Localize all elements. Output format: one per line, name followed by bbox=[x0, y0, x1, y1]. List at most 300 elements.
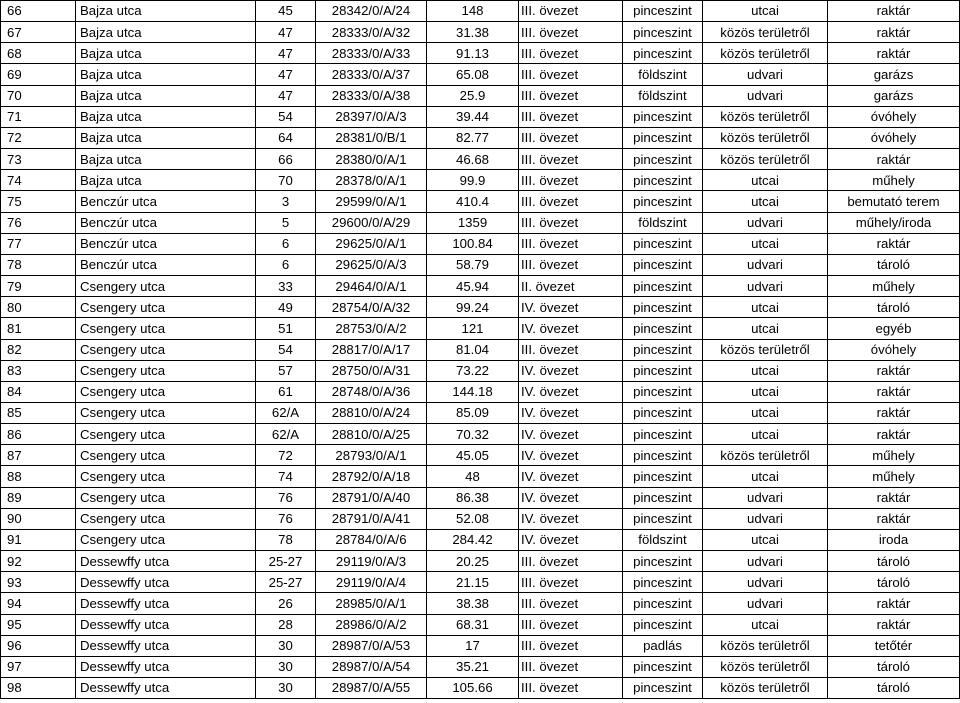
zone-cell: III. övezet bbox=[519, 572, 623, 593]
street-cell: Csengery utca bbox=[76, 276, 256, 297]
usage-cell: raktár bbox=[828, 233, 960, 254]
area-cell: 121 bbox=[427, 318, 519, 339]
street-cell: Csengery utca bbox=[76, 402, 256, 423]
access-cell: udvari bbox=[703, 64, 828, 85]
floor-level-cell: pinceszint bbox=[623, 593, 703, 614]
parcel-id-cell: 28380/0/A/1 bbox=[316, 149, 427, 170]
house-number-cell: 74 bbox=[256, 466, 316, 487]
row-number-cell: 98 bbox=[1, 678, 76, 699]
usage-cell: raktár bbox=[828, 381, 960, 402]
zone-cell: IV. övezet bbox=[519, 424, 623, 445]
street-cell: Bajza utca bbox=[76, 127, 256, 148]
area-cell: 70.32 bbox=[427, 424, 519, 445]
zone-cell: III. övezet bbox=[519, 254, 623, 275]
usage-cell: tároló bbox=[828, 254, 960, 275]
usage-cell: bemutató terem bbox=[828, 191, 960, 212]
access-cell: udvari bbox=[703, 276, 828, 297]
zone-cell: II. övezet bbox=[519, 276, 623, 297]
access-cell: udvari bbox=[703, 508, 828, 529]
area-cell: 105.66 bbox=[427, 678, 519, 699]
floor-level-cell: pinceszint bbox=[623, 106, 703, 127]
row-number-cell: 69 bbox=[1, 64, 76, 85]
usage-cell: raktár bbox=[828, 424, 960, 445]
street-cell: Bajza utca bbox=[76, 64, 256, 85]
area-cell: 48 bbox=[427, 466, 519, 487]
zone-cell: III. övezet bbox=[519, 339, 623, 360]
floor-level-cell: pinceszint bbox=[623, 614, 703, 635]
usage-cell: tároló bbox=[828, 678, 960, 699]
street-cell: Dessewffy utca bbox=[76, 635, 256, 656]
table-row bbox=[1, 445, 960, 466]
parcel-id-cell: 29600/0/A/29 bbox=[316, 212, 427, 233]
zone-cell: IV. övezet bbox=[519, 402, 623, 423]
street-cell: Csengery utca bbox=[76, 360, 256, 381]
parcel-id-cell: 28342/0/A/24 bbox=[316, 1, 427, 22]
row-number-cell: 96 bbox=[1, 635, 76, 656]
house-number-cell: 28 bbox=[256, 614, 316, 635]
floor-level-cell: pinceszint bbox=[623, 678, 703, 699]
floor-level-cell: pinceszint bbox=[623, 656, 703, 677]
access-cell: utcai bbox=[703, 318, 828, 339]
street-cell: Bajza utca bbox=[76, 22, 256, 43]
access-cell: udvari bbox=[703, 593, 828, 614]
house-number-cell: 62/A bbox=[256, 424, 316, 445]
parcel-id-cell: 29599/0/A/1 bbox=[316, 191, 427, 212]
house-number-cell: 57 bbox=[256, 360, 316, 381]
table-row bbox=[1, 381, 960, 402]
area-cell: 46.68 bbox=[427, 149, 519, 170]
house-number-cell: 54 bbox=[256, 106, 316, 127]
parcel-id-cell: 28754/0/A/32 bbox=[316, 297, 427, 318]
access-cell: udvari bbox=[703, 487, 828, 508]
house-number-cell: 47 bbox=[256, 85, 316, 106]
floor-level-cell: pinceszint bbox=[623, 170, 703, 191]
parcel-id-cell: 28987/0/A/54 bbox=[316, 656, 427, 677]
parcel-id-cell: 28397/0/A/3 bbox=[316, 106, 427, 127]
access-cell: közös területről bbox=[703, 445, 828, 466]
house-number-cell: 33 bbox=[256, 276, 316, 297]
table-row bbox=[1, 360, 960, 381]
access-cell: udvari bbox=[703, 212, 828, 233]
street-cell: Csengery utca bbox=[76, 445, 256, 466]
house-number-cell: 30 bbox=[256, 678, 316, 699]
floor-level-cell: pinceszint bbox=[623, 381, 703, 402]
access-cell: utcai bbox=[703, 402, 828, 423]
floor-level-cell: földszint bbox=[623, 529, 703, 550]
street-cell: Dessewffy utca bbox=[76, 572, 256, 593]
street-cell: Bajza utca bbox=[76, 106, 256, 127]
zone-cell: IV. övezet bbox=[519, 445, 623, 466]
parcel-id-cell: 28378/0/A/1 bbox=[316, 170, 427, 191]
row-number-cell: 91 bbox=[1, 529, 76, 550]
table-row bbox=[1, 551, 960, 572]
area-cell: 35.21 bbox=[427, 656, 519, 677]
area-cell: 65.08 bbox=[427, 64, 519, 85]
parcel-id-cell: 29464/0/A/1 bbox=[316, 276, 427, 297]
table-row bbox=[1, 149, 960, 170]
access-cell: utcai bbox=[703, 191, 828, 212]
zone-cell: III. övezet bbox=[519, 149, 623, 170]
table-row bbox=[1, 656, 960, 677]
usage-cell: műhely bbox=[828, 466, 960, 487]
parcel-id-cell: 28985/0/A/1 bbox=[316, 593, 427, 614]
zone-cell: III. övezet bbox=[519, 233, 623, 254]
usage-cell: raktár bbox=[828, 487, 960, 508]
row-number-cell: 77 bbox=[1, 233, 76, 254]
access-cell: közös területről bbox=[703, 43, 828, 64]
row-number-cell: 97 bbox=[1, 656, 76, 677]
zone-cell: III. övezet bbox=[519, 551, 623, 572]
area-cell: 31.38 bbox=[427, 22, 519, 43]
zone-cell: IV. övezet bbox=[519, 318, 623, 339]
usage-cell: egyéb bbox=[828, 318, 960, 339]
floor-level-cell: pinceszint bbox=[623, 1, 703, 22]
usage-cell: raktár bbox=[828, 149, 960, 170]
floor-level-cell: padlás bbox=[623, 635, 703, 656]
access-cell: közös területről bbox=[703, 22, 828, 43]
area-cell: 82.77 bbox=[427, 127, 519, 148]
area-cell: 99.9 bbox=[427, 170, 519, 191]
street-cell: Csengery utca bbox=[76, 318, 256, 339]
table-row bbox=[1, 212, 960, 233]
area-cell: 148 bbox=[427, 1, 519, 22]
usage-cell: óvóhely bbox=[828, 127, 960, 148]
table-row bbox=[1, 43, 960, 64]
floor-level-cell: pinceszint bbox=[623, 233, 703, 254]
floor-level-cell: pinceszint bbox=[623, 276, 703, 297]
area-cell: 20.25 bbox=[427, 551, 519, 572]
house-number-cell: 25-27 bbox=[256, 551, 316, 572]
access-cell: utcai bbox=[703, 466, 828, 487]
street-cell: Csengery utca bbox=[76, 297, 256, 318]
parcel-id-cell: 29625/0/A/3 bbox=[316, 254, 427, 275]
zone-cell: III. övezet bbox=[519, 191, 623, 212]
row-number-cell: 88 bbox=[1, 466, 76, 487]
area-cell: 21.15 bbox=[427, 572, 519, 593]
access-cell: közös területről bbox=[703, 339, 828, 360]
table-row bbox=[1, 466, 960, 487]
area-cell: 91.13 bbox=[427, 43, 519, 64]
access-cell: utcai bbox=[703, 381, 828, 402]
parcel-id-cell: 28791/0/A/40 bbox=[316, 487, 427, 508]
access-cell: közös területről bbox=[703, 106, 828, 127]
table-row bbox=[1, 297, 960, 318]
area-cell: 17 bbox=[427, 635, 519, 656]
area-cell: 86.38 bbox=[427, 487, 519, 508]
area-cell: 85.09 bbox=[427, 402, 519, 423]
floor-level-cell: földszint bbox=[623, 85, 703, 106]
floor-level-cell: pinceszint bbox=[623, 297, 703, 318]
access-cell: utcai bbox=[703, 614, 828, 635]
area-cell: 45.05 bbox=[427, 445, 519, 466]
street-cell: Bajza utca bbox=[76, 1, 256, 22]
street-cell: Dessewffy utca bbox=[76, 551, 256, 572]
house-number-cell: 66 bbox=[256, 149, 316, 170]
row-number-cell: 85 bbox=[1, 402, 76, 423]
house-number-cell: 64 bbox=[256, 127, 316, 148]
zone-cell: IV. övezet bbox=[519, 508, 623, 529]
street-cell: Benczúr utca bbox=[76, 191, 256, 212]
floor-level-cell: pinceszint bbox=[623, 254, 703, 275]
usage-cell: műhely/iroda bbox=[828, 212, 960, 233]
row-number-cell: 68 bbox=[1, 43, 76, 64]
access-cell: közös területről bbox=[703, 656, 828, 677]
floor-level-cell: pinceszint bbox=[623, 339, 703, 360]
street-cell: Csengery utca bbox=[76, 424, 256, 445]
access-cell: utcai bbox=[703, 170, 828, 191]
usage-cell: garázs bbox=[828, 64, 960, 85]
table-row bbox=[1, 339, 960, 360]
row-number-cell: 66 bbox=[1, 1, 76, 22]
zone-cell: IV. övezet bbox=[519, 297, 623, 318]
usage-cell: garázs bbox=[828, 85, 960, 106]
street-cell: Bajza utca bbox=[76, 43, 256, 64]
row-number-cell: 92 bbox=[1, 551, 76, 572]
zone-cell: IV. övezet bbox=[519, 466, 623, 487]
access-cell: utcai bbox=[703, 529, 828, 550]
row-number-cell: 70 bbox=[1, 85, 76, 106]
zone-cell: III. övezet bbox=[519, 64, 623, 85]
street-cell: Benczúr utca bbox=[76, 212, 256, 233]
floor-level-cell: pinceszint bbox=[623, 445, 703, 466]
row-number-cell: 75 bbox=[1, 191, 76, 212]
zone-cell: III. övezet bbox=[519, 170, 623, 191]
usage-cell: tároló bbox=[828, 551, 960, 572]
house-number-cell: 25-27 bbox=[256, 572, 316, 593]
usage-cell: tároló bbox=[828, 572, 960, 593]
zone-cell: IV. övezet bbox=[519, 360, 623, 381]
row-number-cell: 89 bbox=[1, 487, 76, 508]
floor-level-cell: pinceszint bbox=[623, 360, 703, 381]
house-number-cell: 45 bbox=[256, 1, 316, 22]
parcel-id-cell: 28817/0/A/17 bbox=[316, 339, 427, 360]
table-row bbox=[1, 191, 960, 212]
access-cell: udvari bbox=[703, 551, 828, 572]
access-cell: utcai bbox=[703, 233, 828, 254]
house-number-cell: 62/A bbox=[256, 402, 316, 423]
parcel-id-cell: 28333/0/A/32 bbox=[316, 22, 427, 43]
access-cell: udvari bbox=[703, 254, 828, 275]
area-cell: 45.94 bbox=[427, 276, 519, 297]
street-cell: Dessewffy utca bbox=[76, 656, 256, 677]
parcel-id-cell: 28381/0/B/1 bbox=[316, 127, 427, 148]
access-cell: közös területről bbox=[703, 127, 828, 148]
usage-cell: tetőtér bbox=[828, 635, 960, 656]
floor-level-cell: pinceszint bbox=[623, 487, 703, 508]
table-row bbox=[1, 64, 960, 85]
row-number-cell: 74 bbox=[1, 170, 76, 191]
house-number-cell: 47 bbox=[256, 64, 316, 85]
street-cell: Benczúr utca bbox=[76, 233, 256, 254]
access-cell: udvari bbox=[703, 85, 828, 106]
access-cell: utcai bbox=[703, 424, 828, 445]
table-row bbox=[1, 1, 960, 22]
street-cell: Csengery utca bbox=[76, 466, 256, 487]
row-number-cell: 90 bbox=[1, 508, 76, 529]
parcel-id-cell: 28987/0/A/53 bbox=[316, 635, 427, 656]
area-cell: 1359 bbox=[427, 212, 519, 233]
property-table-body bbox=[1, 1, 960, 699]
access-cell: közös területről bbox=[703, 635, 828, 656]
parcel-id-cell: 28753/0/A/2 bbox=[316, 318, 427, 339]
house-number-cell: 51 bbox=[256, 318, 316, 339]
parcel-id-cell: 28750/0/A/31 bbox=[316, 360, 427, 381]
floor-level-cell: pinceszint bbox=[623, 149, 703, 170]
usage-cell: óvóhely bbox=[828, 106, 960, 127]
usage-cell: óvóhely bbox=[828, 339, 960, 360]
parcel-id-cell: 28333/0/A/38 bbox=[316, 85, 427, 106]
table-row bbox=[1, 106, 960, 127]
zone-cell: IV. övezet bbox=[519, 381, 623, 402]
street-cell: Bajza utca bbox=[76, 149, 256, 170]
table-row bbox=[1, 529, 960, 550]
usage-cell: raktár bbox=[828, 614, 960, 635]
zone-cell: III. övezet bbox=[519, 635, 623, 656]
zone-cell: III. övezet bbox=[519, 593, 623, 614]
access-cell: utcai bbox=[703, 1, 828, 22]
street-cell: Bajza utca bbox=[76, 170, 256, 191]
table-row bbox=[1, 424, 960, 445]
table-row bbox=[1, 233, 960, 254]
house-number-cell: 54 bbox=[256, 339, 316, 360]
table-row bbox=[1, 127, 960, 148]
parcel-id-cell: 28333/0/A/37 bbox=[316, 64, 427, 85]
street-cell: Csengery utca bbox=[76, 339, 256, 360]
street-cell: Csengery utca bbox=[76, 508, 256, 529]
access-cell: utcai bbox=[703, 297, 828, 318]
parcel-id-cell: 28810/0/A/25 bbox=[316, 424, 427, 445]
parcel-id-cell: 29625/0/A/1 bbox=[316, 233, 427, 254]
floor-level-cell: pinceszint bbox=[623, 402, 703, 423]
area-cell: 100.84 bbox=[427, 233, 519, 254]
table-row bbox=[1, 635, 960, 656]
area-cell: 38.38 bbox=[427, 593, 519, 614]
row-number-cell: 86 bbox=[1, 424, 76, 445]
house-number-cell: 76 bbox=[256, 487, 316, 508]
house-number-cell: 3 bbox=[256, 191, 316, 212]
parcel-id-cell: 28810/0/A/24 bbox=[316, 402, 427, 423]
street-cell: Benczúr utca bbox=[76, 254, 256, 275]
floor-level-cell: földszint bbox=[623, 64, 703, 85]
zone-cell: III. övezet bbox=[519, 43, 623, 64]
house-number-cell: 61 bbox=[256, 381, 316, 402]
area-cell: 410.4 bbox=[427, 191, 519, 212]
house-number-cell: 76 bbox=[256, 508, 316, 529]
floor-level-cell: pinceszint bbox=[623, 127, 703, 148]
house-number-cell: 6 bbox=[256, 233, 316, 254]
table-row bbox=[1, 22, 960, 43]
table-row bbox=[1, 318, 960, 339]
row-number-cell: 84 bbox=[1, 381, 76, 402]
row-number-cell: 67 bbox=[1, 22, 76, 43]
table-row bbox=[1, 572, 960, 593]
table-row bbox=[1, 276, 960, 297]
area-cell: 52.08 bbox=[427, 508, 519, 529]
floor-level-cell: pinceszint bbox=[623, 318, 703, 339]
floor-level-cell: pinceszint bbox=[623, 466, 703, 487]
table-row bbox=[1, 593, 960, 614]
table-row bbox=[1, 85, 960, 106]
zone-cell: III. övezet bbox=[519, 106, 623, 127]
area-cell: 58.79 bbox=[427, 254, 519, 275]
parcel-id-cell: 28987/0/A/55 bbox=[316, 678, 427, 699]
parcel-id-cell: 29119/0/A/4 bbox=[316, 572, 427, 593]
floor-level-cell: pinceszint bbox=[623, 508, 703, 529]
street-cell: Dessewffy utca bbox=[76, 593, 256, 614]
usage-cell: iroda bbox=[828, 529, 960, 550]
table-row bbox=[1, 402, 960, 423]
zone-cell: IV. övezet bbox=[519, 529, 623, 550]
access-cell: utcai bbox=[703, 360, 828, 381]
area-cell: 39.44 bbox=[427, 106, 519, 127]
floor-level-cell: pinceszint bbox=[623, 424, 703, 445]
zone-cell: III. övezet bbox=[519, 212, 623, 233]
floor-level-cell: pinceszint bbox=[623, 191, 703, 212]
area-cell: 99.24 bbox=[427, 297, 519, 318]
access-cell: udvari bbox=[703, 572, 828, 593]
house-number-cell: 47 bbox=[256, 43, 316, 64]
parcel-id-cell: 28791/0/A/41 bbox=[316, 508, 427, 529]
house-number-cell: 6 bbox=[256, 254, 316, 275]
zone-cell: III. övezet bbox=[519, 678, 623, 699]
floor-level-cell: pinceszint bbox=[623, 22, 703, 43]
row-number-cell: 83 bbox=[1, 360, 76, 381]
zone-cell: III. övezet bbox=[519, 127, 623, 148]
street-cell: Dessewffy utca bbox=[76, 614, 256, 635]
street-cell: Csengery utca bbox=[76, 487, 256, 508]
area-cell: 144.18 bbox=[427, 381, 519, 402]
parcel-id-cell: 28333/0/A/33 bbox=[316, 43, 427, 64]
parcel-id-cell: 29119/0/A/3 bbox=[316, 551, 427, 572]
house-number-cell: 78 bbox=[256, 529, 316, 550]
area-cell: 81.04 bbox=[427, 339, 519, 360]
row-number-cell: 94 bbox=[1, 593, 76, 614]
table-row bbox=[1, 678, 960, 699]
usage-cell: műhely bbox=[828, 445, 960, 466]
parcel-id-cell: 28748/0/A/36 bbox=[316, 381, 427, 402]
usage-cell: műhely bbox=[828, 276, 960, 297]
row-number-cell: 87 bbox=[1, 445, 76, 466]
row-number-cell: 95 bbox=[1, 614, 76, 635]
access-cell: közös területről bbox=[703, 149, 828, 170]
zone-cell: III. övezet bbox=[519, 614, 623, 635]
parcel-id-cell: 28986/0/A/2 bbox=[316, 614, 427, 635]
zone-cell: IV. övezet bbox=[519, 487, 623, 508]
house-number-cell: 72 bbox=[256, 445, 316, 466]
usage-cell: tároló bbox=[828, 656, 960, 677]
access-cell: közös területről bbox=[703, 678, 828, 699]
parcel-id-cell: 28792/0/A/18 bbox=[316, 466, 427, 487]
floor-level-cell: pinceszint bbox=[623, 551, 703, 572]
floor-level-cell: földszint bbox=[623, 212, 703, 233]
usage-cell: raktár bbox=[828, 402, 960, 423]
table-row bbox=[1, 254, 960, 275]
usage-cell: raktár bbox=[828, 360, 960, 381]
street-cell: Csengery utca bbox=[76, 529, 256, 550]
row-number-cell: 71 bbox=[1, 106, 76, 127]
zone-cell: III. övezet bbox=[519, 22, 623, 43]
row-number-cell: 81 bbox=[1, 318, 76, 339]
usage-cell: raktár bbox=[828, 593, 960, 614]
row-number-cell: 72 bbox=[1, 127, 76, 148]
street-cell: Csengery utca bbox=[76, 381, 256, 402]
usage-cell: raktár bbox=[828, 43, 960, 64]
row-number-cell: 82 bbox=[1, 339, 76, 360]
row-number-cell: 93 bbox=[1, 572, 76, 593]
area-cell: 284.42 bbox=[427, 529, 519, 550]
usage-cell: raktár bbox=[828, 508, 960, 529]
zone-cell: III. övezet bbox=[519, 1, 623, 22]
